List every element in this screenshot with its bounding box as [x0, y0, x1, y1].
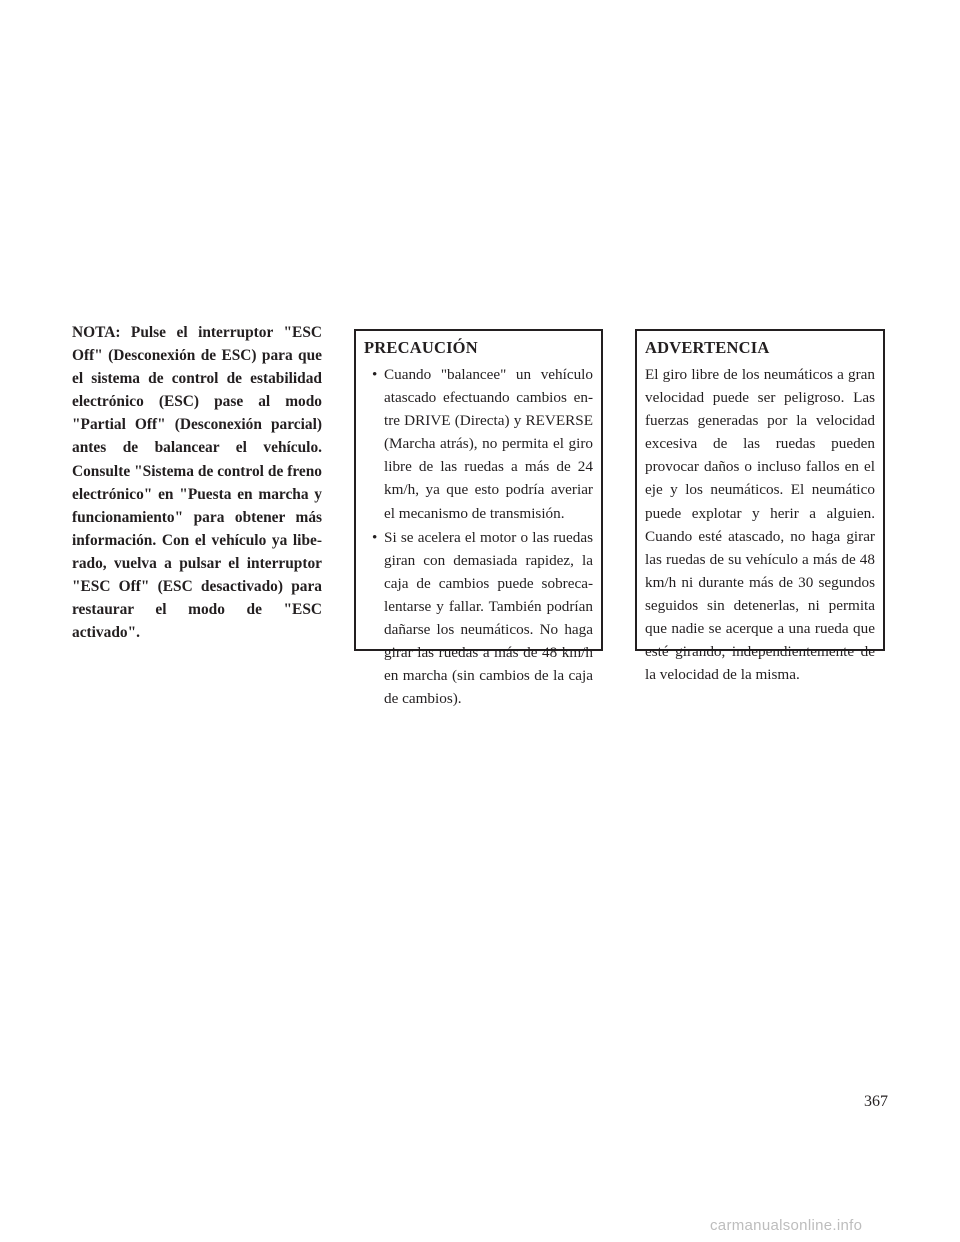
caution-item [364, 526, 593, 711]
watermark-text: carmanualsonline.info [710, 1217, 863, 1234]
caution-list [364, 363, 593, 710]
warning-box [635, 329, 885, 684]
warning-title: ADVERTENCIA [645, 338, 770, 357]
bullet-icon: • [372, 528, 378, 546]
bullet-icon: • [372, 366, 378, 383]
caution-box [354, 329, 603, 708]
page-number: 367 [864, 1093, 888, 1110]
note-paragraph: NOTA: Pulse el interruptor "ESC Off" (Desconexión de ESC) para que el sistema de control de estabilidad electrónico (ESC) pase al modo "Partial Off" (Desconexión parcial) antes de balancear el vehículo. Consulte "Sistema de control de freno electrónico" en "Puesta en marcha y funcionamiento" para obtener más información. Con el vehículo ya liberado, vuelva a pulsar el interruptor "ESC Off" (ESC desactivado) para restaurar el modo de "ESC activado". [72, 324, 322, 642]
warning-text: El giro libre de los neumáticos a gran velocidad puede ser peligroso. Las fuerzas generadas por la velocidad excesiva de las ruedas pueden provocar daños o incluso fallos en el eje y los neumáticos. El neumático puede explotar y herir a alguien. Cuando esté atascado, no haga girar las ruedas de su vehículo a más de 48 km/h ni durante más de 30 segundos seguidos sin detenerlas, ni permita que nadie se acerque a una rueda que esté girando, independientemente de la velocidad de la misma. [645, 366, 875, 684]
caution-item [364, 363, 593, 525]
caution-item-text: Cuando "balancee" un vehículo atascado efectuando cambios entre DRIVE (Directa) y REVERSE (Marcha atrás), no permita el giro libre de las ruedas a más de 24 km/h, ya que esto podría averiar el mecanismo de transmisión. [384, 366, 593, 522]
caution-title: PRECAUCIÓN [364, 338, 478, 357]
caution-item-text: Si se acelera el motor o las ruedas giran con demasiada rapidez, la caja de cambios puede sobrecalentarse y fallar. También podrían dañarse los neumáticos. No haga girar las ruedas a más de 48 km/h en marcha (sin cambios de la caja de cambios). [384, 528, 593, 708]
